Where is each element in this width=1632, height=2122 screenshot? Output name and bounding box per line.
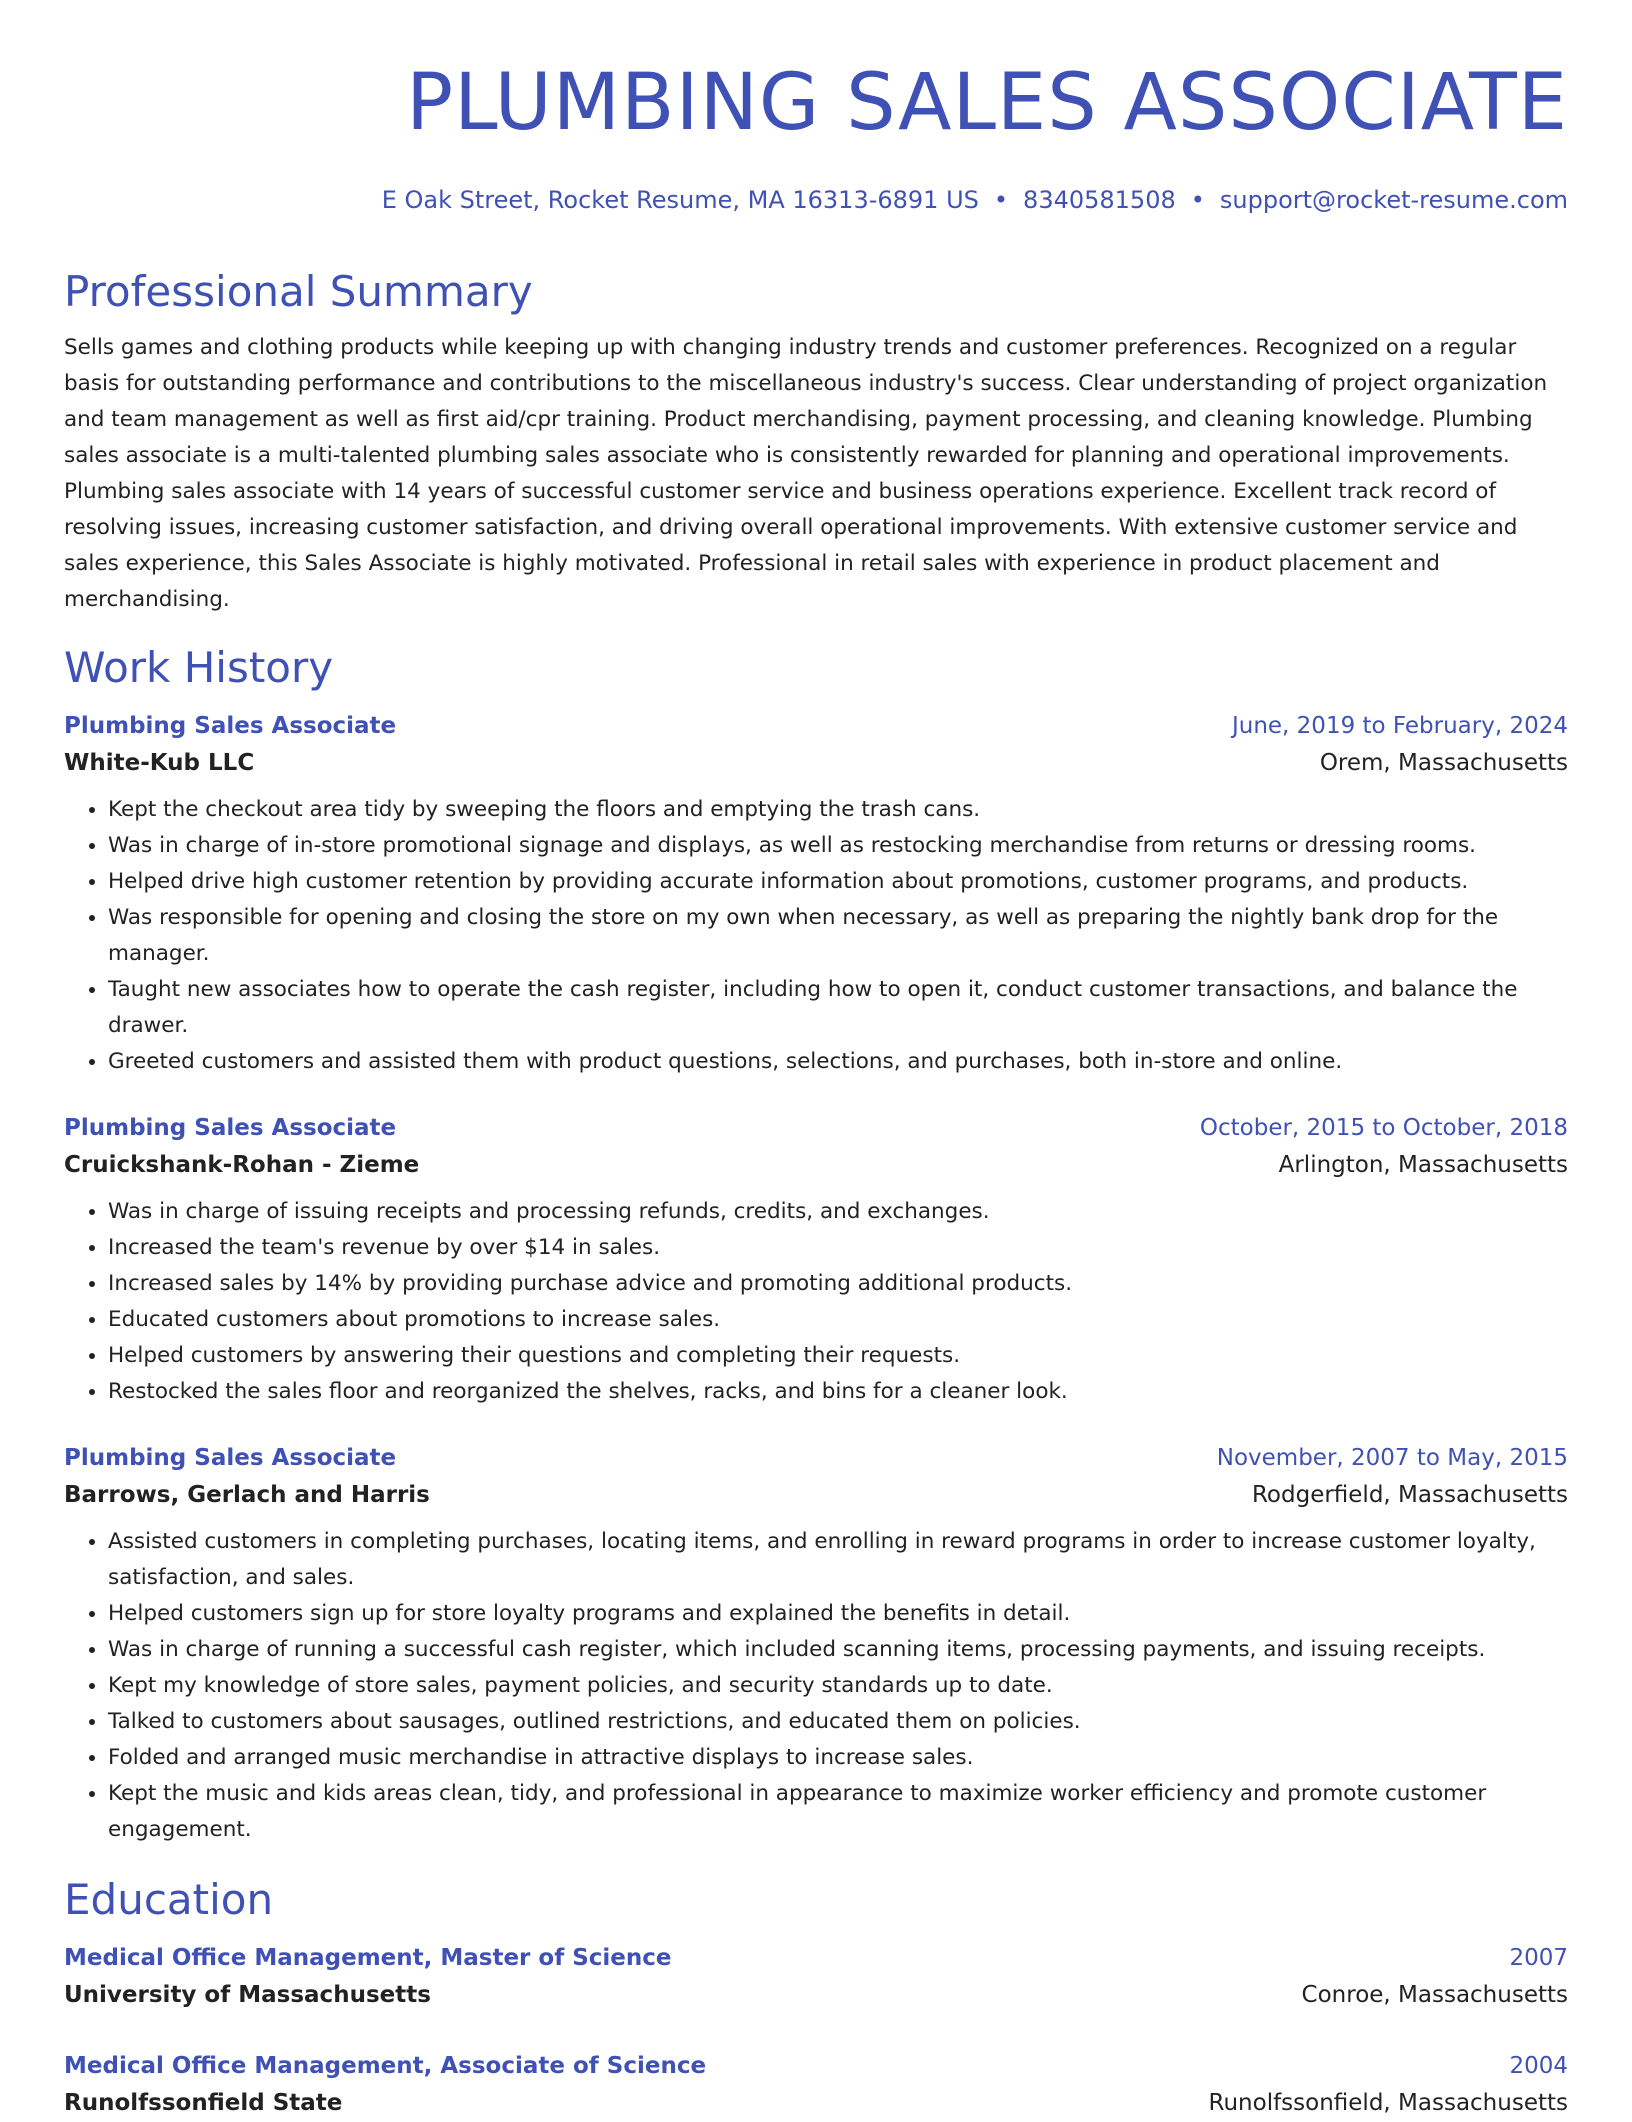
bullet-item: • Taught new associates how to operate the cash register, including how to open it, conduct customer transactions, and balance the drawer. (108, 972, 1568, 1044)
bullet-item: • Helped drive high customer retention by providing accurate information about promotions, customer programs, and products. (108, 864, 1568, 900)
job-dates: October, 2015 to October, 2018 (1199, 1115, 1568, 1141)
degree-name: Medical Office Management, Master of Science (64, 1945, 672, 1971)
job-role: Plumbing Sales Associate (64, 713, 397, 739)
bullet-item: • Was in charge of running a successful cash register, which included scanning items, processing payments, and issuing receipts. (108, 1632, 1568, 1668)
contact-line (64, 184, 1568, 216)
job-entry (64, 1440, 1568, 1848)
bullet-item: • Increased sales by 14% by providing purchase advice and promoting additional products. (108, 1266, 1568, 1302)
bullet-item: • Kept the checkout area tidy by sweeping the floors and emptying the trash cans. (108, 792, 1568, 828)
job-bullets (64, 1524, 1568, 1848)
bullet-item: • Kept the music and kids areas clean, tidy, and professional in appearance to maximize worker efficiency and promote customer engagement. (108, 1776, 1568, 1848)
address-text: E Oak Street, Rocket Resume, MA 16313-6891 US (381, 186, 979, 214)
bullet-item: • Educated customers about promotions to increase sales. (108, 1302, 1568, 1338)
job-role: Plumbing Sales Associate (64, 1115, 397, 1141)
summary-text: Sells games and clothing products while keeping up with changing industry trends and customer preferences. Recognized on a regular basis for outstanding performance and contributions to the miscellaneous industry's success. Clear understanding of project organization and team management as well as first aid/cpr training. Product merchandising, payment processing, and cleaning knowledge. Plumbing sales associate is a multi-talented plumbing sales associate who is consistently rewarded for planning and operational improvements. Plumbing sales associate with 14 years of successful customer service and business operations experience. Excellent track record of resolving issues, increasing customer satisfaction, and driving overall operational improvements. With extensive customer service and sales experience, this Sales Associate is highly motivated. Professional in retail sales with experience in product placement and merchandising. (64, 335, 1548, 612)
degree-name: Medical Office Management, Associate of Science (64, 2053, 707, 2079)
job-role: Plumbing Sales Associate (64, 1445, 397, 1471)
job-dates: November, 2007 to May, 2015 (1216, 1445, 1568, 1471)
bullet-item: • Folded and arranged music merchandise in attractive displays to increase sales. (108, 1740, 1568, 1776)
school-name: Runolfssonfield State (64, 2090, 343, 2116)
graduation-year: 2004 (1509, 2053, 1568, 2079)
job-entry (64, 1110, 1568, 1410)
work-history-heading: Work History (64, 643, 334, 692)
bullet-item: • Restocked the sales floor and reorganized the shelves, racks, and bins for a cleaner look. (108, 1374, 1568, 1410)
separator-dot: • (993, 186, 1009, 214)
job-location: Orem, Massachusetts (1319, 750, 1568, 776)
summary-heading: Professional Summary (64, 267, 533, 316)
bullet-item: • Increased the team's revenue by over $14 in sales. (108, 1230, 1568, 1266)
separator-dot: • (1190, 186, 1205, 214)
job-location: Rodgerfield, Massachusetts (1251, 1482, 1568, 1508)
resume-header (64, 0, 1568, 216)
bullet-item: • Was in charge of in-store promotional signage and displays, as well as restocking merchandise from returns or dressing rooms. (108, 828, 1568, 864)
job-bullets (64, 792, 1568, 1080)
phone-text: 8340581508 (1023, 186, 1176, 214)
bullet-item: • Was responsible for opening and closing the store on my own when necessary, as well as preparing the nightly bank drop for the manager. (108, 900, 1568, 972)
bullet-item: • Helped customers sign up for store loyalty programs and explained the benefits in detail. (108, 1596, 1568, 1632)
education-entry (64, 1940, 1568, 2014)
job-company: Barrows, Gerlach and Harris (64, 1482, 430, 1508)
school-location: Runolfssonfield, Massachusetts (1208, 2090, 1568, 2116)
job-company: White-Kub LLC (64, 750, 255, 776)
education-heading: Education (64, 1875, 274, 1924)
school-name: University of Massachusetts (64, 1982, 431, 2008)
school-location: Conroe, Massachusetts (1301, 1982, 1568, 2008)
job-dates: June, 2019 to February, 2024 (1231, 713, 1568, 739)
bullet-item: • Talked to customers about sausages, outlined restrictions, and educated them on policies. (108, 1704, 1568, 1740)
job-entry (64, 708, 1568, 1080)
candidate-title: PLUMBING SALES ASSOCIATE (406, 58, 1568, 148)
graduation-year: 2007 (1509, 1945, 1568, 1971)
bullet-item: • Greeted customers and assisted them with product questions, selections, and purchases, both in-store and online. (108, 1044, 1568, 1080)
job-location: Arlington, Massachusetts (1278, 1152, 1568, 1178)
job-company: Cruickshank-Rohan - Zieme (64, 1152, 420, 1178)
email-link[interactable]: support@rocket-resume.com (1219, 186, 1568, 214)
bullet-item: • Helped customers by answering their questions and completing their requests. (108, 1338, 1568, 1374)
bullet-item: • Kept my knowledge of store sales, payment policies, and security standards up to date. (108, 1668, 1568, 1704)
bullet-item: • Was in charge of issuing receipts and processing refunds, credits, and exchanges. (108, 1194, 1568, 1230)
bullet-item: • Assisted customers in completing purchases, locating items, and enrolling in reward programs in order to increase customer loyalty, satisfaction, and sales. (108, 1524, 1568, 1596)
job-bullets (64, 1194, 1568, 1410)
education-entry (64, 2048, 1568, 2122)
